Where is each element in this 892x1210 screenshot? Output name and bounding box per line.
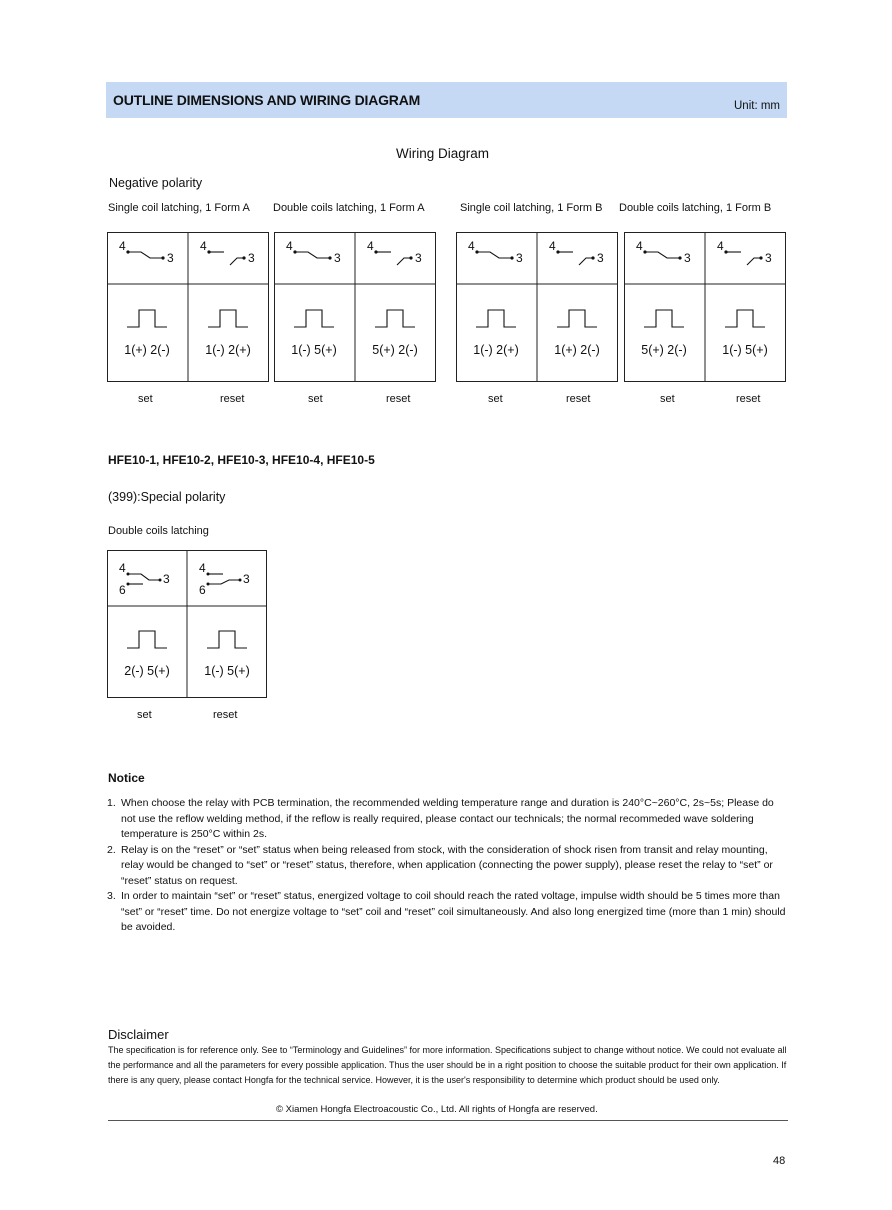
copyright-line: © Xiamen Hongfa Electroacoustic Co., Ltd. All rights of Hongfa are reserved. [276, 1104, 598, 1115]
switch-contact-icon [128, 252, 163, 258]
coil-terminals: 1(-) 5(+) [722, 343, 768, 357]
coil-pulse-icon [127, 310, 167, 327]
switch-contact-icon [747, 258, 761, 265]
diagram-single-1b [456, 232, 618, 382]
terminal-label: 4 [636, 239, 643, 253]
switch-contact-icon [645, 252, 680, 258]
coil-pulse-icon [127, 631, 167, 648]
caption-reset: reset [213, 709, 238, 721]
diagram-special-polarity [107, 550, 267, 698]
wiring-diagram-svg [107, 232, 269, 382]
terminal-label: 4 [367, 239, 374, 253]
terminal-label: 3 [684, 251, 691, 265]
special-group-label: Double coils latching [108, 525, 209, 537]
coil-pulse-icon [207, 631, 247, 648]
wiring-diagram-title: Wiring Diagram [396, 146, 490, 161]
switch-contact-icon [477, 252, 512, 258]
terminal-label: 6 [119, 583, 126, 597]
notice-list [107, 796, 789, 936]
switch-contact-icon [295, 252, 330, 258]
wiring-diagram-svg [107, 550, 267, 698]
diagram-double-1a [274, 232, 436, 382]
negative-polarity-heading: Negative polarity [109, 176, 203, 190]
page-number: 48 [773, 1155, 786, 1167]
terminal-label: 4 [199, 561, 206, 575]
wiring-diagram-svg [274, 232, 436, 382]
terminal-label: 4 [717, 239, 724, 253]
terminal-label: 4 [286, 239, 293, 253]
wiring-cell [367, 239, 422, 357]
notice-item: 3. In order to maintain “set” or “reset” status, energized voltage to coil should reach the rated voltage, impulse width should be 5 times more than “set” or “reset” time. Do not energize voltage to “set” coil and “reset” coil simultaneously. And also long energized time (more than 1 min) should be avoided. [107, 890, 786, 933]
switch-contact-icon [128, 574, 160, 580]
switch-contact-icon [208, 580, 240, 584]
wiring-cell [468, 239, 523, 357]
footer-divider [108, 1120, 788, 1121]
wiring-cell [286, 239, 341, 357]
terminal-label: 4 [200, 239, 207, 253]
coil-pulse-icon [644, 310, 684, 327]
special-polarity-heading: (399):Special polarity [108, 490, 226, 504]
coil-pulse-icon [476, 310, 516, 327]
coil-terminals: 1(-) 2(+) [205, 343, 251, 357]
diagram-double-1b [624, 232, 786, 382]
terminal-label: 3 [243, 572, 250, 586]
wiring-cell [119, 561, 170, 678]
notice-title: Notice [108, 771, 145, 785]
caption-reset: reset [386, 393, 411, 405]
unit-label: Unit: mm [734, 100, 780, 112]
models-list: HFE10-1, HFE10-2, HFE10-3, HFE10-4, HFE10-5 [108, 453, 375, 467]
caption-set: set [660, 393, 675, 405]
switch-contact-icon [579, 258, 593, 265]
wiring-cell [119, 239, 174, 357]
terminal-label: 3 [765, 251, 772, 265]
coil-terminals: 5(+) 2(-) [372, 343, 418, 357]
notice-item: 1. When choose the relay with PCB termination, the recommended welding temperature range and duration is 240°C~260°C, 2s~5s; Please do not use the reflow welding method, if the reflow is really required, please contact our technicals; the normal recommeded wave soldering temperature is 250°C within 2s. [107, 797, 774, 840]
caption-reset: reset [736, 393, 761, 405]
caption-set: set [308, 393, 323, 405]
terminal-label: 3 [516, 251, 523, 265]
coil-pulse-icon [725, 310, 765, 327]
coil-terminals: 1(-) 5(+) [204, 664, 250, 678]
coil-pulse-icon [294, 310, 334, 327]
coil-pulse-icon [208, 310, 248, 327]
caption-reset: reset [566, 393, 591, 405]
terminal-label: 4 [119, 239, 126, 253]
wiring-cell [717, 239, 772, 357]
coil-pulse-icon [375, 310, 415, 327]
coil-pulse-icon [557, 310, 597, 327]
section-header [106, 82, 787, 118]
switch-contact-icon [397, 258, 411, 265]
coil-terminals: 1(+) 2(-) [554, 343, 600, 357]
disclaimer-title: Disclaimer [108, 1027, 169, 1042]
caption-set: set [137, 709, 152, 721]
coil-terminals: 2(-) 5(+) [124, 664, 170, 678]
wiring-cell [636, 239, 691, 357]
terminal-label: 4 [119, 561, 126, 575]
caption-set: set [138, 393, 153, 405]
disclaimer-text: The specification is for reference only. See to “Terminology and Guidelines” for more information. Specifications subject to change without notice. We could not evaluate all the performance and all the parameters for every possible application. Thus the user should be in a right position to choose the suitable product for their own application. If there is any query, please contact Hongfa for the technical service. However, it is the user's responsibility to determine which product should be used only. [108, 1045, 787, 1085]
wiring-diagram-svg [456, 232, 618, 382]
wiring-cell [549, 239, 604, 357]
terminal-label: 3 [248, 251, 255, 265]
group-label-double-1a: Double coils latching, 1 Form A [273, 202, 425, 214]
section-title: OUTLINE DIMENSIONS AND WIRING DIAGRAM [113, 92, 421, 108]
wiring-diagram-svg [624, 232, 786, 382]
terminal-label: 4 [549, 239, 556, 253]
terminal-label: 3 [163, 572, 170, 586]
group-label-single-1b: Single coil latching, 1 Form B [460, 202, 603, 214]
coil-terminals: 1(-) 5(+) [291, 343, 337, 357]
terminal-label: 3 [415, 251, 422, 265]
wiring-cell [199, 561, 250, 678]
caption-set: set [488, 393, 503, 405]
diagram-single-1a [107, 232, 269, 382]
coil-terminals: 5(+) 2(-) [641, 343, 687, 357]
coil-terminals: 1(-) 2(+) [473, 343, 519, 357]
terminal-label: 3 [167, 251, 174, 265]
terminal-label: 6 [199, 583, 206, 597]
terminal-label: 3 [597, 251, 604, 265]
switch-contact-icon [230, 258, 244, 265]
caption-reset: reset [220, 393, 245, 405]
coil-terminals: 1(+) 2(-) [124, 343, 170, 357]
notice-item: 2. Relay is on the “reset” or “set” status when being released from stock, with the consideration of shock risen from transit and relay mounting, relay would be changed to “set” or “reset” status, therefore, when application (connecting the power supply), please reset the relay to “set” or “reset” status on request. [107, 843, 773, 887]
group-label-double-1b: Double coils latching, 1 Form B [619, 202, 772, 214]
wiring-cell [200, 239, 255, 357]
group-label-single-1a: Single coil latching, 1 Form A [108, 202, 250, 214]
terminal-label: 3 [334, 251, 341, 265]
terminal-label: 4 [468, 239, 475, 253]
